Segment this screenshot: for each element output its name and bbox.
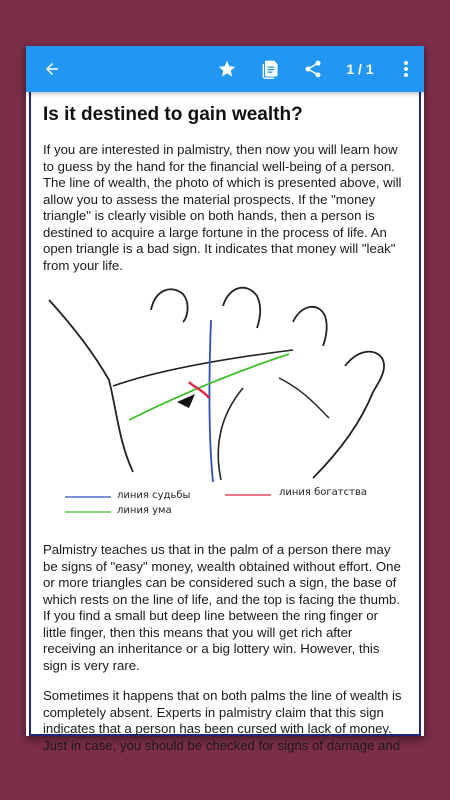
palm-lower-curve [279,378,329,418]
document-icon [260,58,280,80]
article-content [43,92,405,754]
document-page[interactable] [29,92,421,753]
legend-wealth-line: линия богатства [279,487,367,498]
page-indicator-text: 1 / 1 [346,61,374,77]
favorite-button[interactable] [210,46,244,92]
finger-outline-1 [151,289,188,322]
fate-line [209,320,213,482]
star-icon [217,59,237,79]
finger-outline-4 [345,352,384,392]
legend-fate-line: линия судьбы [117,490,191,501]
share-button[interactable] [296,46,330,92]
palm-outline [49,300,133,472]
article-paragraph-3: Sometimes it happens that on both palms the line of wealth is completely absent. Experts in palmistry claim that this sign indicates that a person has been cursed with lack of money. Just in case, you should be checked for signs of damage and [43,688,402,753]
page-indicator [340,46,380,92]
more-vertical-icon [403,60,409,78]
finger-outline-2 [223,288,260,328]
document-button[interactable] [253,46,287,92]
arrow-left-icon [43,60,61,78]
article-title: Is it destined to gain wealth? [43,104,303,125]
legend-mind-line: линия ума [117,505,172,516]
palm-side-outline [313,392,373,478]
back-button[interactable] [32,46,72,92]
top-toolbar [26,46,424,92]
more-options-button[interactable] [392,46,420,92]
palm-figure [43,282,407,532]
heart-line [113,350,293,386]
app-window [26,46,424,753]
article-paragraph-1: If you are interested in palmistry, then now you will learn how to guess by the hand for the financial well-being of a person. The line of wealth, the photo of which is presented above, will allow you to assess the material prospects. If the "money triangle" is clearly visible on both hands, then a person is destined to acquire a large fortune in the process of life. An open triangle is a bad sign. It indicates that money will "leak" from your life. [43,142,402,273]
article-paragraph-2: Palmistry teaches us that in the palm of a person there may be signs of "easy" money, wealth obtained without effort. One or more triangles can be considered such a sign, the base of which rests on the line of life, and the top is facing the thumb. If you find a small but deep line between the ring finger or little finger, then this means that you will get rich after receiving an inheritance or a big lottery win. However, this sign is very rare. [43,542,401,673]
finger-outline-3 [293,307,327,346]
life-line [218,388,243,480]
share-icon [303,59,323,79]
